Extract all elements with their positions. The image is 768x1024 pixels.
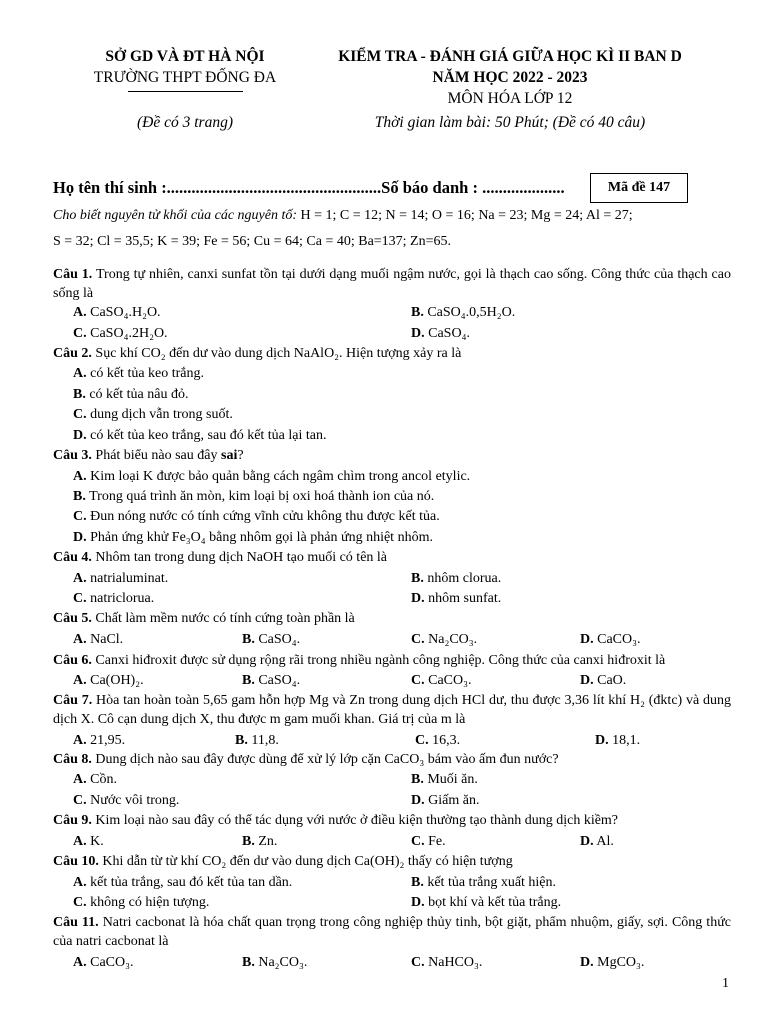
option-letter: B.: [242, 632, 255, 647]
question-6: [53, 651, 731, 670]
question-label: Câu 7.: [53, 693, 93, 708]
option-text: nhôm clorua.: [427, 571, 502, 586]
option-letter: A.: [73, 733, 87, 748]
subject: MÔN HÓA LỚP 12: [447, 90, 573, 107]
option-text: có kết tủa keo trắng.: [90, 366, 205, 381]
option-text: 18,1.: [612, 733, 641, 748]
option-3a[interactable]: [73, 467, 470, 486]
question-4: [53, 548, 731, 567]
question-label: Câu 3.: [53, 448, 92, 463]
option-text: NaHCO₃.: [428, 955, 483, 970]
question-label: Câu 6.: [53, 653, 92, 668]
option-letter: C.: [411, 673, 425, 688]
department-name: SỞ GD VÀ ĐT HÀ NỘI: [105, 48, 265, 65]
option-text: CaSO₄.0,5H₂O.: [427, 305, 516, 320]
option-text: nhôm sunfat.: [428, 591, 502, 606]
option-10c[interactable]: [73, 893, 209, 912]
option-text: Trong quá trình ăn mòn, kim loại bị oxi hoá thành ion của nó.: [89, 489, 435, 504]
question-text: Nhôm tan trong dung dịch NaOH tạo muối có tên là: [95, 550, 388, 565]
header-underline: [128, 91, 243, 92]
question-text: Natri cacbonat là hóa chất quan trọng trong công nghiệp thủy tinh, bột giặt, phẩm nhuộm, giấy, sợi. Công thức của natri cacbonat là: [53, 915, 732, 949]
exam-title: KIỂM TRA - ĐÁNH GIÁ GIỮA HỌC KÌ II BAN D: [338, 48, 682, 65]
option-8d[interactable]: [411, 791, 479, 810]
option-5a[interactable]: [73, 630, 123, 649]
option-text: K.: [90, 834, 104, 849]
option-1d[interactable]: [411, 324, 470, 343]
atomic-masses-line1: [53, 206, 633, 225]
option-letter: A.: [73, 772, 87, 787]
option-text: Ca(OH)₂.: [90, 673, 144, 688]
question-7: [53, 691, 731, 729]
option-text: CaSO₄.: [258, 632, 301, 647]
question-11: [53, 913, 731, 951]
option-text: Zn.: [258, 834, 278, 849]
option-5d[interactable]: [580, 630, 641, 649]
option-3b[interactable]: [73, 487, 434, 506]
option-letter: D.: [73, 428, 87, 443]
question-text: Phát biểu nào sau đây: [95, 448, 218, 463]
school-name: TRƯỜNG THPT ĐỐNG ĐA: [93, 69, 277, 86]
option-letter: A.: [73, 875, 87, 890]
option-letter: A.: [73, 571, 87, 586]
question-label: Câu 5.: [53, 611, 92, 626]
option-6c[interactable]: [411, 671, 472, 690]
option-11b[interactable]: [242, 953, 307, 972]
option-letter: B.: [73, 387, 86, 402]
option-text: CaO.: [597, 673, 627, 688]
option-text: 16,3.: [432, 733, 461, 748]
option-letter: C.: [411, 834, 425, 849]
option-2a[interactable]: [73, 364, 204, 383]
option-4a[interactable]: [73, 569, 168, 588]
option-8b[interactable]: [411, 770, 478, 789]
option-11d[interactable]: [580, 953, 644, 972]
option-9a[interactable]: [73, 832, 104, 851]
option-text: Đun nóng nước có tính cứng vĩnh cửu không thu được kết tủa.: [90, 509, 440, 524]
option-text: Na₂CO₃.: [428, 632, 478, 647]
option-text: CaSO₄.H₂O.: [90, 305, 161, 320]
option-10d[interactable]: [411, 893, 561, 912]
option-letter: B.: [242, 673, 255, 688]
option-7d[interactable]: [595, 731, 640, 750]
option-letter: C.: [73, 407, 87, 422]
exam-code: Mã đề 147: [607, 180, 671, 195]
option-text: CaSO₄.: [258, 673, 301, 688]
question-label: Câu 8.: [53, 752, 92, 767]
option-text: 21,95.: [90, 733, 126, 748]
option-text: kết tủa trắng xuất hiện.: [427, 875, 557, 890]
option-5b[interactable]: [242, 630, 300, 649]
option-letter: D.: [411, 895, 425, 910]
option-letter: A.: [73, 834, 87, 849]
option-letter: B.: [242, 955, 255, 970]
question-9: [53, 811, 731, 830]
option-letter: A.: [73, 673, 87, 688]
option-2b[interactable]: [73, 385, 188, 404]
option-letter: C.: [73, 591, 87, 606]
option-text: Kim loại K được bảo quản bằng cách ngâm chìm trong ancol etylic.: [90, 469, 471, 484]
option-text: CaCO₃.: [428, 673, 472, 688]
option-letter: D.: [580, 834, 594, 849]
question-text: Kim loại nào sau đây có thể tác dụng với nước ở điều kiện thường tạo thành dung dịch kiềm?: [95, 813, 619, 828]
option-9b[interactable]: [242, 832, 277, 851]
option-9c[interactable]: [411, 832, 446, 851]
option-1a[interactable]: [73, 303, 161, 322]
option-7c[interactable]: [415, 731, 460, 750]
time-note: Thời gian làm bài: 50 Phút; (Đề có 40 câu): [374, 114, 646, 131]
option-letter: B.: [411, 305, 424, 320]
option-letter: A.: [73, 469, 87, 484]
option-text: natriclorua.: [90, 591, 155, 606]
option-11c[interactable]: [411, 953, 482, 972]
question-text: Khi dẫn từ từ khí CO₂ đến dư vào dung dịch Ca(OH)₂ thấy có hiện tượng: [102, 854, 513, 869]
option-1b[interactable]: [411, 303, 515, 322]
option-text: NaCl.: [90, 632, 124, 647]
question-text: Sục khí CO₂ đến dư vào dung dịch NaAlO₂. Hiện tượng xảy ra là: [95, 346, 462, 361]
exam-code-box: [590, 173, 688, 203]
option-7a[interactable]: [73, 731, 125, 750]
option-2c[interactable]: [73, 405, 233, 424]
option-letter: C.: [73, 326, 87, 341]
option-text: Na₂CO₃.: [258, 955, 308, 970]
question-label: Câu 1.: [53, 267, 93, 282]
option-letter: D.: [411, 793, 425, 808]
option-text: Phản ứng khử Fe₃O₄ bằng nhôm gọi là phản ứng nhiệt nhôm.: [90, 530, 433, 545]
question-text: Dung dịch nào sau đây được dùng để xử lý lớp cặn CaCO₃ bám vào ấm đun nước?: [95, 752, 559, 767]
option-8a[interactable]: [73, 770, 117, 789]
option-letter: C.: [73, 509, 87, 524]
option-text: Giấm ăn.: [428, 793, 480, 808]
option-letter: D.: [411, 326, 425, 341]
question-label: Câu 2.: [53, 346, 92, 361]
option-letter: B.: [411, 571, 424, 586]
page-number: 1: [722, 976, 729, 991]
option-letter: B.: [411, 772, 424, 787]
option-10b[interactable]: [411, 873, 556, 892]
school-year: NĂM HỌC 2022 - 2023: [432, 69, 588, 86]
option-text: CaSO₄.2H₂O.: [90, 326, 168, 341]
option-letter: C.: [411, 955, 425, 970]
option-text: có kết tủa nâu đỏ.: [89, 387, 189, 402]
question-5: [53, 609, 731, 628]
question-label: Câu 11.: [53, 915, 99, 930]
question-8: [53, 750, 731, 769]
question-label: Câu 9.: [53, 813, 92, 828]
question-10: [53, 852, 731, 871]
option-letter: C.: [73, 895, 87, 910]
option-text: natrialuminat.: [90, 571, 169, 586]
option-4b[interactable]: [411, 569, 501, 588]
option-11a[interactable]: [73, 953, 134, 972]
option-text: Cồn.: [90, 772, 117, 787]
option-letter: C.: [415, 733, 429, 748]
option-letter: D.: [411, 591, 425, 606]
option-6d[interactable]: [580, 671, 626, 690]
question-label: Câu 10.: [53, 854, 99, 869]
question-text: Trong tự nhiên, canxi sunfat tồn tại dưới dạng muối ngậm nước, gọi là thạch cao sống. Công thức của thạch cao sống là: [53, 267, 731, 301]
option-letter: B.: [235, 733, 248, 748]
option-text: không có hiện tượng.: [90, 895, 210, 910]
option-letter: D.: [580, 632, 594, 647]
option-text: Muối ăn.: [427, 772, 478, 787]
student-info-line: Họ tên thí sinh :....................................................Số báo danh : ....................: [53, 178, 565, 197]
option-text: CaCO₃.: [597, 632, 641, 647]
option-letter: A.: [73, 305, 87, 320]
option-text: bọt khí và kết tủa trắng.: [428, 895, 562, 910]
option-text: kết tủa trắng, sau đó kết tủa tan dần.: [90, 875, 293, 890]
option-letter: D.: [73, 530, 87, 545]
question-3: [53, 446, 731, 465]
option-6a[interactable]: [73, 671, 144, 690]
option-1c[interactable]: [73, 324, 168, 343]
question-2: [53, 344, 731, 363]
option-6b[interactable]: [242, 671, 300, 690]
option-letter: D.: [580, 955, 594, 970]
option-text: Nước vôi trong.: [90, 793, 180, 808]
option-3c[interactable]: [73, 507, 440, 526]
atomic-masses-line2: S = 32; Cl = 35,5; K = 39; Fe = 56; Cu = 64; Ca = 40; Ba=137; Zn=65.: [53, 234, 452, 249]
option-3d[interactable]: [73, 528, 433, 547]
option-text: dung dịch vẫn trong suốt.: [90, 407, 233, 422]
option-5c[interactable]: [411, 630, 477, 649]
option-letter: A.: [73, 955, 87, 970]
option-letter: A.: [73, 632, 87, 647]
option-text: MgCO₃.: [597, 955, 645, 970]
option-4d[interactable]: [411, 589, 501, 608]
page-count-note: (Đề có 3 trang): [137, 114, 233, 131]
atomic-masses-prefix: Cho biết nguyên tử khối của các nguyên tố:: [53, 208, 298, 223]
option-letter: D.: [595, 733, 609, 748]
option-text: CaSO₄.: [428, 326, 470, 341]
question-text: Canxi hiđroxit được sử dụng rộng rãi trong nhiều ngành công nghiệp. Công thức của canxi hiđroxit là: [95, 653, 666, 668]
option-letter: C.: [73, 793, 87, 808]
option-letter: B.: [242, 834, 255, 849]
option-letter: B.: [411, 875, 424, 890]
option-2d[interactable]: [73, 426, 327, 445]
option-letter: B.: [73, 489, 86, 504]
question-tail: ?: [237, 448, 244, 463]
atomic-masses-values: H = 1; C = 12; N = 14; O = 16; Na = 23; Mg = 24; Al = 27;: [300, 208, 633, 223]
option-text: Fe.: [428, 834, 446, 849]
option-7b[interactable]: [235, 731, 279, 750]
option-text: 11,8.: [251, 733, 279, 748]
option-letter: A.: [73, 366, 87, 381]
option-10a[interactable]: [73, 873, 292, 892]
question-emphasis: sai: [221, 448, 238, 463]
question-1: [53, 265, 731, 303]
option-letter: D.: [580, 673, 594, 688]
option-text: CaCO₃.: [90, 955, 134, 970]
question-text: Chất làm mềm nước có tính cứng toàn phần là: [95, 611, 355, 626]
question-label: Câu 4.: [53, 550, 92, 565]
question-text: Hòa tan hoàn toàn 5,65 gam hỗn hợp Mg và Zn trong dung dịch HCl dư, thu được 3,36 lít khí H₂ (đktc) và dung dịch X. Cô cạn dung dịch X, thu được m gam muối khan. Giá trị của m là: [53, 693, 732, 727]
option-text: có kết tủa keo trắng, sau đó kết tủa lại tan.: [90, 428, 327, 443]
option-8c[interactable]: [73, 791, 179, 810]
option-letter: C.: [411, 632, 425, 647]
option-9d[interactable]: [580, 832, 614, 851]
option-text: Al.: [596, 834, 614, 849]
option-4c[interactable]: [73, 589, 154, 608]
